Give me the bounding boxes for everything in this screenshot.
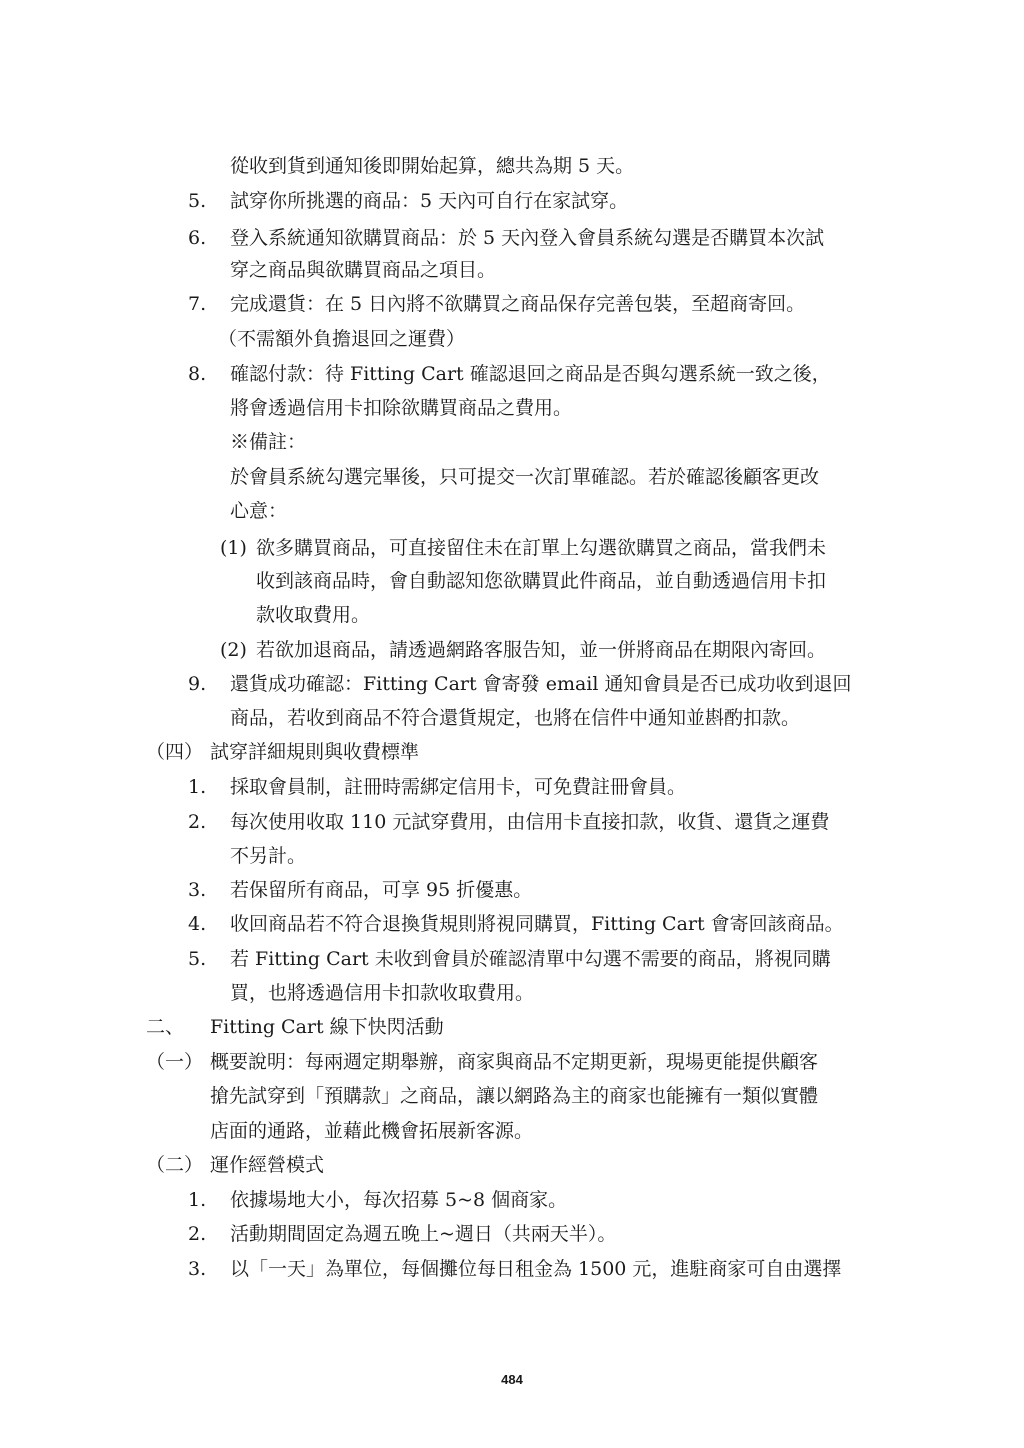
list-marker: 3. xyxy=(188,879,207,901)
body-line: 登入系統通知欲購買商品：於 5 天內登入會員系統勾選是否購買本次試 xyxy=(230,227,825,249)
body-line: 收回商品若不符合退換貨規則將視同購買，Fitting Cart 會寄回該商品。 xyxy=(230,913,844,935)
body-line: 從收到貨到通知後即開始起算，總共為期 5 天。 xyxy=(230,155,635,177)
body-line: 穿之商品與欲購買商品之項目。 xyxy=(230,259,497,281)
list-marker: 5. xyxy=(188,948,207,970)
body-line: 欲多購買商品，可直接留住未在訂單上勾選欲購買之商品，當我們未 xyxy=(256,537,827,559)
body-line: 收到該商品時，會自動認知您欲購買此件商品，並自動透過信用卡扣 xyxy=(256,570,827,592)
body-line: 商品，若收到商品不符合還貨規定，也將在信件中通知並斟酌扣款。 xyxy=(230,707,801,729)
body-line: 確認付款：待 Fitting Cart 確認退回之商品是否與勾選系統一致之後， xyxy=(230,363,831,385)
list-marker: (2) xyxy=(220,639,247,661)
body-line: 款收取費用。 xyxy=(256,604,371,626)
list-marker: 8. xyxy=(188,363,207,385)
list-marker: 5. xyxy=(188,190,207,212)
list-marker: 4. xyxy=(188,913,207,935)
body-line: 店面的通路，並藉此機會拓展新客源。 xyxy=(210,1120,534,1142)
section-marker: （一） xyxy=(146,1051,204,1073)
body-line: 以「一天」為單位，每個攤位每日租金為 1500 元，進駐商家可自由選擇 xyxy=(230,1258,842,1280)
note-heading: ※備註： xyxy=(230,431,307,453)
body-line: 不另計。 xyxy=(230,845,307,867)
section-heading: 試穿詳細規則與收費標準 xyxy=(210,741,420,763)
body-line: 採取會員制，註冊時需綁定信用卡，可免費註冊會員。 xyxy=(230,776,687,798)
page-number: 484 xyxy=(501,1372,523,1387)
list-marker: 3. xyxy=(188,1258,207,1280)
body-line: 試穿你所挑選的商品：5 天內可自行在家試穿。 xyxy=(230,190,629,212)
chapter-heading: Fitting Cart 線下快閃活動 xyxy=(210,1016,444,1038)
list-marker: (1) xyxy=(220,537,247,559)
body-line: 每次使用收取 110 元試穿費用，由信用卡直接扣款，收貨、還貨之運費 xyxy=(230,811,830,833)
body-line: 概要說明：每兩週定期舉辦，商家與商品不定期更新，現場更能提供顧客 xyxy=(210,1051,819,1073)
list-marker: 6. xyxy=(188,227,207,249)
body-line: 還貨成功確認：Fitting Cart 會寄發 email 通知會員是否已成功收到退回 xyxy=(230,673,852,695)
body-line: 於會員系統勾選完畢後，只可提交一次訂單確認。若於確認後顧客更改 xyxy=(230,466,820,488)
chapter-marker: 二、 xyxy=(146,1016,185,1038)
body-line: 將會透過信用卡扣除欲購買商品之費用。 xyxy=(230,397,573,419)
body-line: 若欲加退商品，請透過網路客服告知，並一併將商品在期限內寄回。 xyxy=(256,639,827,661)
body-line: 買，也將透過信用卡扣款收取費用。 xyxy=(230,982,535,1004)
section-marker: （二） xyxy=(146,1154,204,1176)
list-marker: 2. xyxy=(188,811,207,833)
body-line: 活動期間固定為週五晚上~週日（共兩天半）。 xyxy=(230,1223,617,1245)
list-marker: 7. xyxy=(188,293,207,315)
body-line: （不需額外負擔退回之運費） xyxy=(218,328,466,350)
body-line: 心意： xyxy=(230,500,288,522)
body-line: 若保留所有商品，可享 95 折優惠。 xyxy=(230,879,533,901)
body-line: 若 Fitting Cart 未收到會員於確認清單中勾選不需要的商品，將視同購 xyxy=(230,948,831,970)
section-marker: （四） xyxy=(146,741,204,763)
section-heading: 運作經營模式 xyxy=(210,1154,325,1176)
list-marker: 9. xyxy=(188,673,207,695)
body-line: 依據場地大小，每次招募 5~8 個商家。 xyxy=(230,1189,568,1211)
list-marker: 1. xyxy=(188,776,207,798)
body-line: 搶先試穿到「預購款」之商品，讓以網路為主的商家也能擁有一類似實體 xyxy=(210,1085,819,1107)
list-marker: 1. xyxy=(188,1189,207,1211)
list-marker: 2. xyxy=(188,1223,207,1245)
body-line: 完成還貨：在 5 日內將不欲購買之商品保存完善包裝，至超商寄回。 xyxy=(230,293,806,315)
